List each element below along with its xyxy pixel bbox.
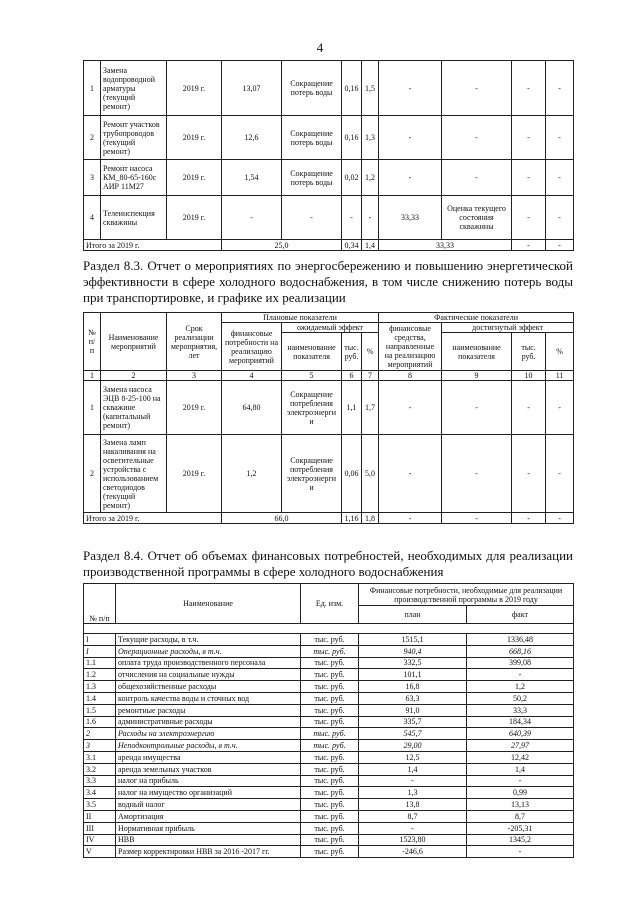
item-name: Амортизация [116,810,301,822]
table-row [84,846,574,858]
header-effect-rub: тыс. руб. [342,333,362,371]
total-fact-pct: - [546,240,574,251]
fact-effect-name: - [442,435,512,513]
plan-effect-rub: 0,16 [342,116,362,160]
item-name: Неподконтрольные расходы, в т.ч. [116,740,301,752]
plan-effect-rub: 1,1 [342,381,362,435]
plan-effect-pct: 1,2 [362,160,379,196]
header-name: Наименование [116,584,301,624]
total-effect-rub: 1,16 [342,513,362,524]
row-number: I [84,634,116,646]
fact-finance: - [379,381,442,435]
item-plan: 332,5 [359,657,467,669]
fact-effect-pct: - [546,381,574,435]
fact-effect-pct: - [546,116,574,160]
item-unit: тыс. руб. [301,716,359,728]
column-number: 4 [222,371,282,381]
plan-finance: 64,80 [222,381,282,435]
item-plan: -246,6 [359,846,467,858]
section-8-3-title: Раздел 8.3. Отчет о мероприятиях по энергосбережению и повышению энергетической эффективности в сфере холодного водоснабжения, в том числе снижению потерь воды при транспортировке, и графике их реализации [83,258,573,305]
item-plan: 1523,80 [359,834,467,846]
measure-name: Замена ламп накаливания на осветительные устройства с использованием светодиодов (текущий ремонт) [101,435,167,513]
item-unit: тыс. руб. [301,728,359,740]
table-row [84,763,574,775]
item-fact: 0,99 [467,787,574,799]
item-fact: - [467,846,574,858]
fact-effect-name: - [442,381,512,435]
item-plan: 63,3 [359,692,467,704]
plan-effect-pct: 1,5 [362,61,379,116]
item-fact: 27,97 [467,740,574,752]
item-plan: - [359,775,467,787]
table-row [84,116,574,160]
header-plan: план [359,606,467,624]
row-number: V [84,846,116,858]
table-row [84,634,574,646]
table-row [84,196,574,240]
item-name: водный налог [116,799,301,811]
header-plan-finance: финансовые потребности на реализацию мероприятий [222,323,282,371]
plan-effect-rub: - [342,196,362,240]
table-row [84,822,574,834]
row-number: 3.3 [84,775,116,787]
item-unit: тыс. руб. [301,834,359,846]
item-fact: 8,7 [467,810,574,822]
row-number: 3.2 [84,763,116,775]
item-name: отчисления на социальные нужды [116,669,301,681]
row-number: 1.4 [84,692,116,704]
plan-effect-rub: 0,16 [342,61,362,116]
item-plan: - [359,822,467,834]
total-effect-pct: 1,8 [362,513,379,524]
item-fact: 12,42 [467,751,574,763]
item-fact: 1336,48 [467,634,574,646]
item-unit: тыс. руб. [301,775,359,787]
table-row [84,669,574,681]
table-row [84,692,574,704]
row-number: 1.1 [84,657,116,669]
item-plan: 8,7 [359,810,467,822]
measure-name: Замена насоса ЭЦВ 8-25-100 на скважине (капитальный ремонт) [101,381,167,435]
item-name: Операционные расходы, в т.ч. [116,645,301,657]
row-number: 3.1 [84,751,116,763]
row-number: 1 [84,381,101,435]
item-plan: 29,00 [359,740,467,752]
column-number: 7 [362,371,379,381]
column-number: 10 [512,371,546,381]
table-row [84,740,574,752]
item-plan: 940,4 [359,645,467,657]
plan-effect-pct: 1,3 [362,116,379,160]
item-name: Текущие расходы, в т.ч. [116,634,301,646]
item-name: Расходы на электроэнергию [116,728,301,740]
table-row [84,513,574,524]
plan-effect-pct: - [362,196,379,240]
header-fact-finance: финансовые средства, направленные на реализацию мероприятий [379,323,442,371]
item-unit: тыс. руб. [301,763,359,775]
table-row [84,799,574,811]
row-number: 3 [84,740,116,752]
table-row [84,728,574,740]
fact-effect-rub: - [512,381,546,435]
column-number: 8 [379,371,442,381]
item-fact: -205,31 [467,822,574,834]
column-number: 11 [546,371,574,381]
item-unit: тыс. руб. [301,692,359,704]
row-number: IV [84,834,116,846]
plan-effect-pct: 1,7 [362,381,379,435]
total-fact-effect: - [442,513,512,524]
item-plan: 1,3 [359,787,467,799]
item-fact: 1,4 [467,763,574,775]
energy-saving-table [83,312,574,524]
measure-term: 2019 г. [167,381,222,435]
table-row [84,624,574,634]
item-name: контроль качества воды и сточных вод [116,692,301,704]
header-fact: факт [467,606,574,624]
total-plan-finance: 25,0 [222,240,342,251]
item-name: налог на прибыль [116,775,301,787]
fact-effect-name: - [442,160,512,196]
plan-effect-name: Сокращение потерь воды [282,61,342,116]
fact-effect-rub: - [512,160,546,196]
fact-finance: - [379,435,442,513]
item-name: аренда имущества [116,751,301,763]
plan-effect-rub: 0,02 [342,160,362,196]
header-effect-pct: % [362,333,379,371]
row-number: III [84,822,116,834]
item-name: административные расходы [116,716,301,728]
column-number: 1 [84,371,101,381]
item-unit: тыс. руб. [301,645,359,657]
total-fact-finance: - [379,513,442,524]
fact-effect-pct: - [546,160,574,196]
fact-effect-name: Оценка текущего состояния скважины [442,196,512,240]
plan-effect-name: - [282,196,342,240]
fact-effect-rub: - [512,116,546,160]
plan-effect-pct: 5,0 [362,435,379,513]
item-unit: тыс. руб. [301,681,359,693]
plan-effect-name: Сокращение потерь воды [282,160,342,196]
table-row [84,61,574,116]
item-fact: 33,3 [467,704,574,716]
row-number: 1.6 [84,716,116,728]
row-number: 1.5 [84,704,116,716]
fact-effect-name: - [442,116,512,160]
item-name: аренда земельных участков [116,763,301,775]
total-fact-rub: - [512,240,546,251]
fact-effect-pct: - [546,196,574,240]
table-row [84,834,574,846]
header-fact-rub: тыс. руб. [512,333,546,371]
plan-effect-name: Сокращение потерь воды [282,116,342,160]
total-effect-rub: 0,34 [342,240,362,251]
total-label: Итого за 2019 г. [84,240,222,251]
header-plan: Плановые показатели [222,313,379,323]
item-fact: 1345,2 [467,834,574,846]
measure-term: 2019 г. [167,196,222,240]
row-number: 4 [84,196,101,240]
header-term: Срок реализации мероприятия, лет [167,313,222,371]
item-name: общехозяйственные расходы [116,681,301,693]
item-unit: тыс. руб. [301,799,359,811]
plan-finance: 1,2 [222,435,282,513]
header-fact-pct: % [546,333,574,371]
section-8-4-title: Раздел 8.4. Отчет об объемах финансовых потребностей, необходимых для реализации производственной программы в сфере холодного водоснабжения [83,548,573,579]
header-name: Наименование мероприятий [101,313,167,371]
item-fact: - [467,669,574,681]
item-unit: тыс. руб. [301,740,359,752]
item-unit: тыс. руб. [301,846,359,858]
fact-finance: - [379,61,442,116]
table-row [84,371,574,381]
item-unit: тыс. руб. [301,634,359,646]
fact-effect-rub: - [512,196,546,240]
item-fact: 50,2 [467,692,574,704]
measure-term: 2019 г. [167,61,222,116]
item-unit: тыс. руб. [301,669,359,681]
total-effect-pct: 1,4 [362,240,379,251]
item-unit: тыс. руб. [301,822,359,834]
plan-effect-name: Сокращение потребления электроэнерги и [282,381,342,435]
table-row [84,716,574,728]
row-number: 2 [84,435,101,513]
measure-name: Телеинспекция скважины [101,196,167,240]
header-finance: Финансовые потребности, необходимые для реализации производственной программы в 2019 году [359,584,574,606]
column-number: 9 [442,371,512,381]
table-row [84,584,574,606]
measure-name: Замена водопроводной арматуры (текущий ремонт) [101,61,167,116]
table-row [84,645,574,657]
column-number: 2 [101,371,167,381]
item-plan: 335,7 [359,716,467,728]
item-fact: 399,08 [467,657,574,669]
row-number: I [84,645,116,657]
table-row [84,681,574,693]
item-name: оплата труда производственного персонала [116,657,301,669]
table-row [84,657,574,669]
item-fact: 13,13 [467,799,574,811]
header-fact: Фактические показатели [379,313,574,323]
fact-effect-rub: - [512,61,546,116]
header-effect-name: наименование показателя [282,333,342,371]
item-name: налог на имущество организаций [116,787,301,799]
measure-term: 2019 г. [167,160,222,196]
table-row [84,810,574,822]
table-row [84,313,574,323]
row-number: 2 [84,728,116,740]
item-plan: 91,0 [359,704,467,716]
table-row [84,240,574,251]
column-number: 6 [342,371,362,381]
row-number: 2 [84,116,101,160]
item-fact: 640,39 [467,728,574,740]
row-number: 3 [84,160,101,196]
item-unit: тыс. руб. [301,657,359,669]
plan-finance: 1,54 [222,160,282,196]
item-name: ремонтные расходы [116,704,301,716]
item-plan: 1515,1 [359,634,467,646]
row-number: 3.5 [84,799,116,811]
table-row [84,787,574,799]
header-fact-name: наименование показателя [442,333,512,371]
item-plan: 1,4 [359,763,467,775]
table-row [84,435,574,513]
total-fact-pct: - [546,513,574,524]
item-plan: 101,1 [359,669,467,681]
header-unit: Ед. изм. [301,584,359,624]
table-row [84,751,574,763]
item-unit: тыс. руб. [301,787,359,799]
row-number: 1 [84,61,101,116]
table-row [84,160,574,196]
row-number: 1.2 [84,669,116,681]
measure-name: Ремонт насоса КМ_80-65-160с АИР 11М27 [101,160,167,196]
item-name: Размер корректировки НВВ за 2016 -2017 гг. [116,846,301,858]
item-fact: - [467,775,574,787]
item-plan: 16,8 [359,681,467,693]
total-fact-finance: 33,33 [379,240,512,251]
plan-finance: - [222,196,282,240]
fact-finance: - [379,160,442,196]
row-number: II [84,810,116,822]
table-row [84,775,574,787]
total-plan-finance: 66,0 [222,513,342,524]
item-fact: 184,34 [467,716,574,728]
item-name: НВВ [116,834,301,846]
item-fact: 668,16 [467,645,574,657]
plan-finance: 13,07 [222,61,282,116]
item-fact: 1,2 [467,681,574,693]
item-plan: 545,7 [359,728,467,740]
financial-needs-table [83,583,574,858]
item-name: Нормативная прибыль [116,822,301,834]
fact-effect-pct: - [546,435,574,513]
page-number: 4 [316,40,324,55]
fact-finance: 33,33 [379,196,442,240]
plan-finance: 12,6 [222,116,282,160]
measure-name: Ремонт участков трубопроводов (текущий ремонт) [101,116,167,160]
item-unit: тыс. руб. [301,704,359,716]
header-num: № п/п [84,584,116,624]
item-unit: тыс. руб. [301,810,359,822]
header-plan-effect: ожидаемый эффект [282,323,379,333]
item-unit: тыс. руб. [301,751,359,763]
fact-finance: - [379,116,442,160]
plan-effect-rub: 0,06 [342,435,362,513]
measures-table-continued [83,60,574,251]
table-row [84,381,574,435]
header-fact-effect: достигнутый эффект [442,323,574,333]
fact-effect-rub: - [512,435,546,513]
total-label: Итого за 2019 г. [84,513,222,524]
header-spacer [84,624,574,634]
fact-effect-pct: - [546,61,574,116]
column-number: 3 [167,371,222,381]
column-number: 5 [282,371,342,381]
plan-effect-name: Сокращение потребления электроэнерги и [282,435,342,513]
item-plan: 12,5 [359,751,467,763]
row-number: 3.4 [84,787,116,799]
fact-effect-name: - [442,61,512,116]
total-fact-rub: - [512,513,546,524]
header-num: № п/ п [84,313,101,371]
item-plan: 13,8 [359,799,467,811]
measure-term: 2019 г. [167,435,222,513]
measure-term: 2019 г. [167,116,222,160]
table-row [84,704,574,716]
row-number: 1.3 [84,681,116,693]
